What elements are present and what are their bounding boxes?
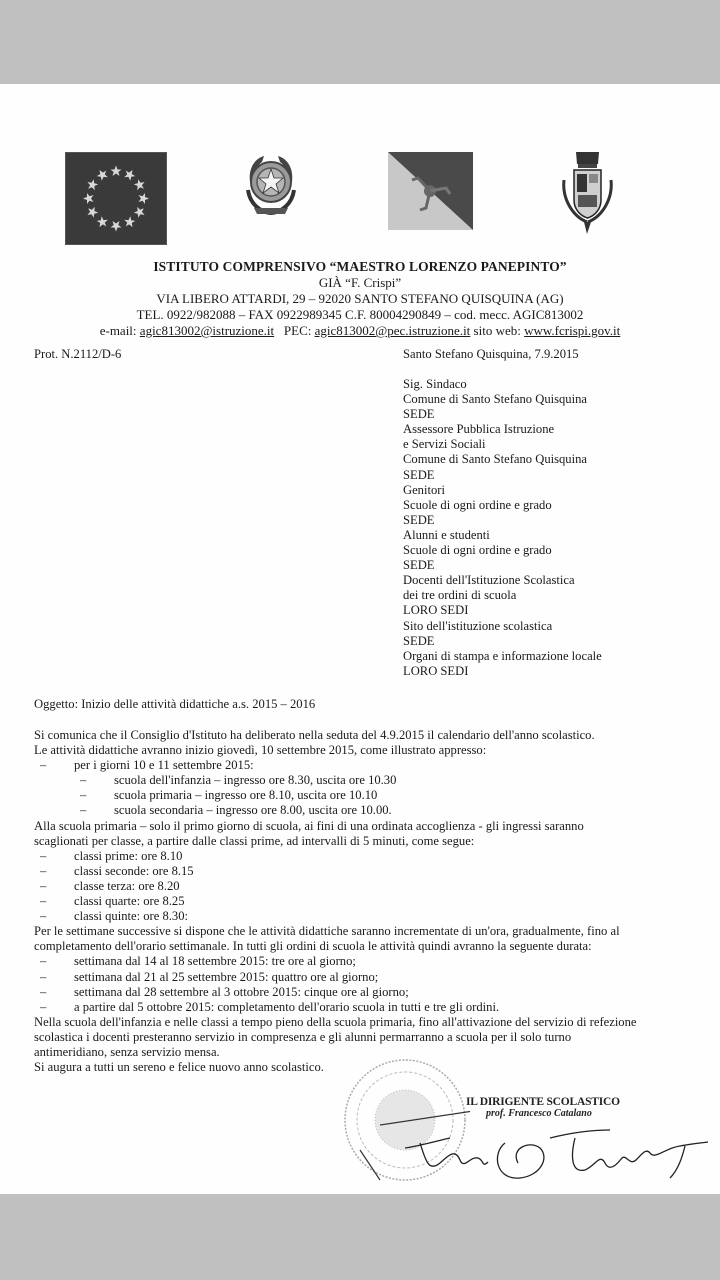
- signature-block: [466, 1096, 620, 1119]
- protocol-number: Prot. N.2112/D-6: [34, 347, 122, 361]
- list-item: – settimana dal 21 al 25 settembre 2015: quattro ore al giorno;: [40, 969, 379, 984]
- institute-online-contacts: [0, 323, 720, 339]
- recipient-line: LORO SEDI: [403, 663, 469, 678]
- email-link[interactable]: agic813002@istruzione.it: [139, 323, 275, 338]
- body-paragraph: completamento dell'orario settimanale. In tutti gli ordini di scuola le attività quindi avranno la seguente durata:: [34, 939, 592, 954]
- body-paragraph: scaglionati per classe, a partire dalle classi prime, ad intervalli di 5 minuti, come segue:: [34, 833, 475, 848]
- recipient-line: SEDE: [403, 558, 435, 573]
- recipient-line: e Servizi Sociali: [403, 437, 486, 452]
- viewer-top-bar: [0, 0, 720, 84]
- list-item: – settimana dal 14 al 18 settembre 2015: tre ore al giorno;: [40, 954, 356, 969]
- place-and-date: Santo Stefano Quisquina, 7.9.2015: [403, 347, 579, 361]
- recipient-line: SEDE: [403, 407, 435, 422]
- institute-name: ISTITUTO COMPRENSIVO “MAESTRO LORENZO PANEPINTO”: [153, 259, 567, 274]
- body-paragraph: Le attività didattiche avranno inizio giovedì, 10 settembre 2015, come illustrato appresso:: [34, 743, 487, 758]
- body-paragraph: antimeridiano, senza servizio mensa.: [34, 1044, 220, 1059]
- list-item: – classi prime: ore 8.10: [40, 848, 183, 863]
- recipient-line: Organi di stampa e informazione locale: [403, 648, 602, 663]
- recipients-list: [403, 377, 602, 679]
- pec-link[interactable]: agic813002@pec.istruzione.it: [314, 323, 471, 338]
- recipient-line: Scuole di ogni ordine e grado: [403, 543, 552, 558]
- body-paragraph: scolastica i docenti presteranno servizio in compresenza e gli alunni permarranno a scuola per il solo turno: [34, 1029, 572, 1044]
- list-item: – classi seconde: ore 8.15: [40, 863, 194, 878]
- italian-republic-emblem-icon: [242, 152, 300, 220]
- eu-flag-icon: [65, 152, 167, 245]
- recipient-line: Scuole di ogni ordine e grado: [403, 497, 552, 512]
- sicily-flag-icon: [388, 152, 473, 230]
- signatory-title: IL DIRIGENTE SCOLASTICO: [466, 1096, 620, 1108]
- body-paragraph: Si comunica che il Consiglio d'Istituto ha deliberato nella seduta del 4.9.2015 il calendario dell'anno scolastico.: [34, 728, 595, 742]
- list-item: – scuola dell'infanzia – ingresso ore 8.30, uscita ore 10.30: [80, 773, 397, 788]
- closing-line: Si augura a tutti un sereno e felice nuovo anno scolastico.: [34, 1060, 324, 1075]
- comune-crest-icon: [560, 150, 615, 235]
- viewer-bottom-bar: [0, 1194, 720, 1280]
- letterhead: [0, 259, 720, 339]
- recipient-line: SEDE: [403, 633, 435, 648]
- body-paragraph: Per le settimane successive si dispone che le attività didattiche saranno incrementate di un'ora, gradualmente, fino al: [34, 924, 620, 939]
- letter-body: [34, 728, 694, 1075]
- body-paragraph: Nella scuola dell'infanzia e nelle classi a tempo pieno della scuola primaria, fino all'attivazione del servizio di refezione: [34, 1014, 637, 1029]
- recipient-line: Alunni e studenti: [403, 527, 490, 542]
- recipient-line: Sig. Sindaco: [403, 377, 467, 391]
- recipient-line: Genitori: [403, 482, 445, 497]
- recipient-line: Docenti dell'Istituzione Scolastica: [403, 573, 575, 588]
- handwritten-signature-icon: [400, 1118, 710, 1188]
- recipient-line: SEDE: [403, 467, 435, 482]
- signatory-name: prof. Francesco Catalano: [486, 1108, 592, 1119]
- recipient-line: LORO SEDI: [403, 603, 469, 618]
- website-link[interactable]: www.fcrispi.gov.it: [524, 323, 621, 338]
- web-label: sito web:: [473, 323, 521, 338]
- pec-label: PEC:: [283, 323, 312, 338]
- list-item: – classi quarte: ore 8.25: [40, 894, 185, 909]
- email-label: e-mail:: [99, 323, 137, 338]
- body-paragraph: Alla scuola primaria – solo il primo giorno di scuola, ai fini di una ordinata accoglienza - gli ingressi saranno: [34, 818, 584, 833]
- list-item: – classi quinte: ore 8.30:: [40, 909, 189, 924]
- list-item: – settimana dal 28 settembre al 3 ottobre 2015: cinque ore al giorno;: [40, 984, 409, 999]
- list-item: – classe terza: ore 8.20: [40, 878, 180, 893]
- list-item: – per i giorni 10 e 11 settembre 2015:: [40, 758, 254, 773]
- recipient-line: Comune di Santo Stefano Quisquina: [403, 392, 587, 407]
- list-item: – scuola primaria – ingresso ore 8.10, uscita ore 10.10: [80, 788, 378, 803]
- recipient-line: Assessore Pubblica Istruzione: [403, 422, 555, 437]
- list-item: – a partire dal 5 ottobre 2015: completamento dell'orario scuola in tutti e tre gli ordini.: [40, 999, 500, 1014]
- recipient-line: dei tre ordini di scuola: [403, 588, 517, 603]
- institute-address: VIA LIBERO ATTARDI, 29 – 92020 SANTO STEFANO QUISQUINA (AG): [156, 291, 564, 306]
- institute-contacts: TEL. 0922/982088 – FAX 0922989345 C.F. 80004290849 – cod. mecc. AGIC813002: [136, 307, 584, 322]
- recipient-line: Sito dell'istituzione scolastica: [403, 618, 553, 633]
- subject-line: Oggetto: Inizio delle attività didattiche a.s. 2015 – 2016: [34, 697, 316, 711]
- former-name: GIÀ “F. Crispi”: [318, 275, 402, 290]
- recipient-line: SEDE: [403, 512, 435, 527]
- list-item: – scuola secondaria – ingresso ore 8.00, uscita ore 10.00.: [80, 803, 392, 818]
- recipient-line: Comune di Santo Stefano Quisquina: [403, 452, 587, 467]
